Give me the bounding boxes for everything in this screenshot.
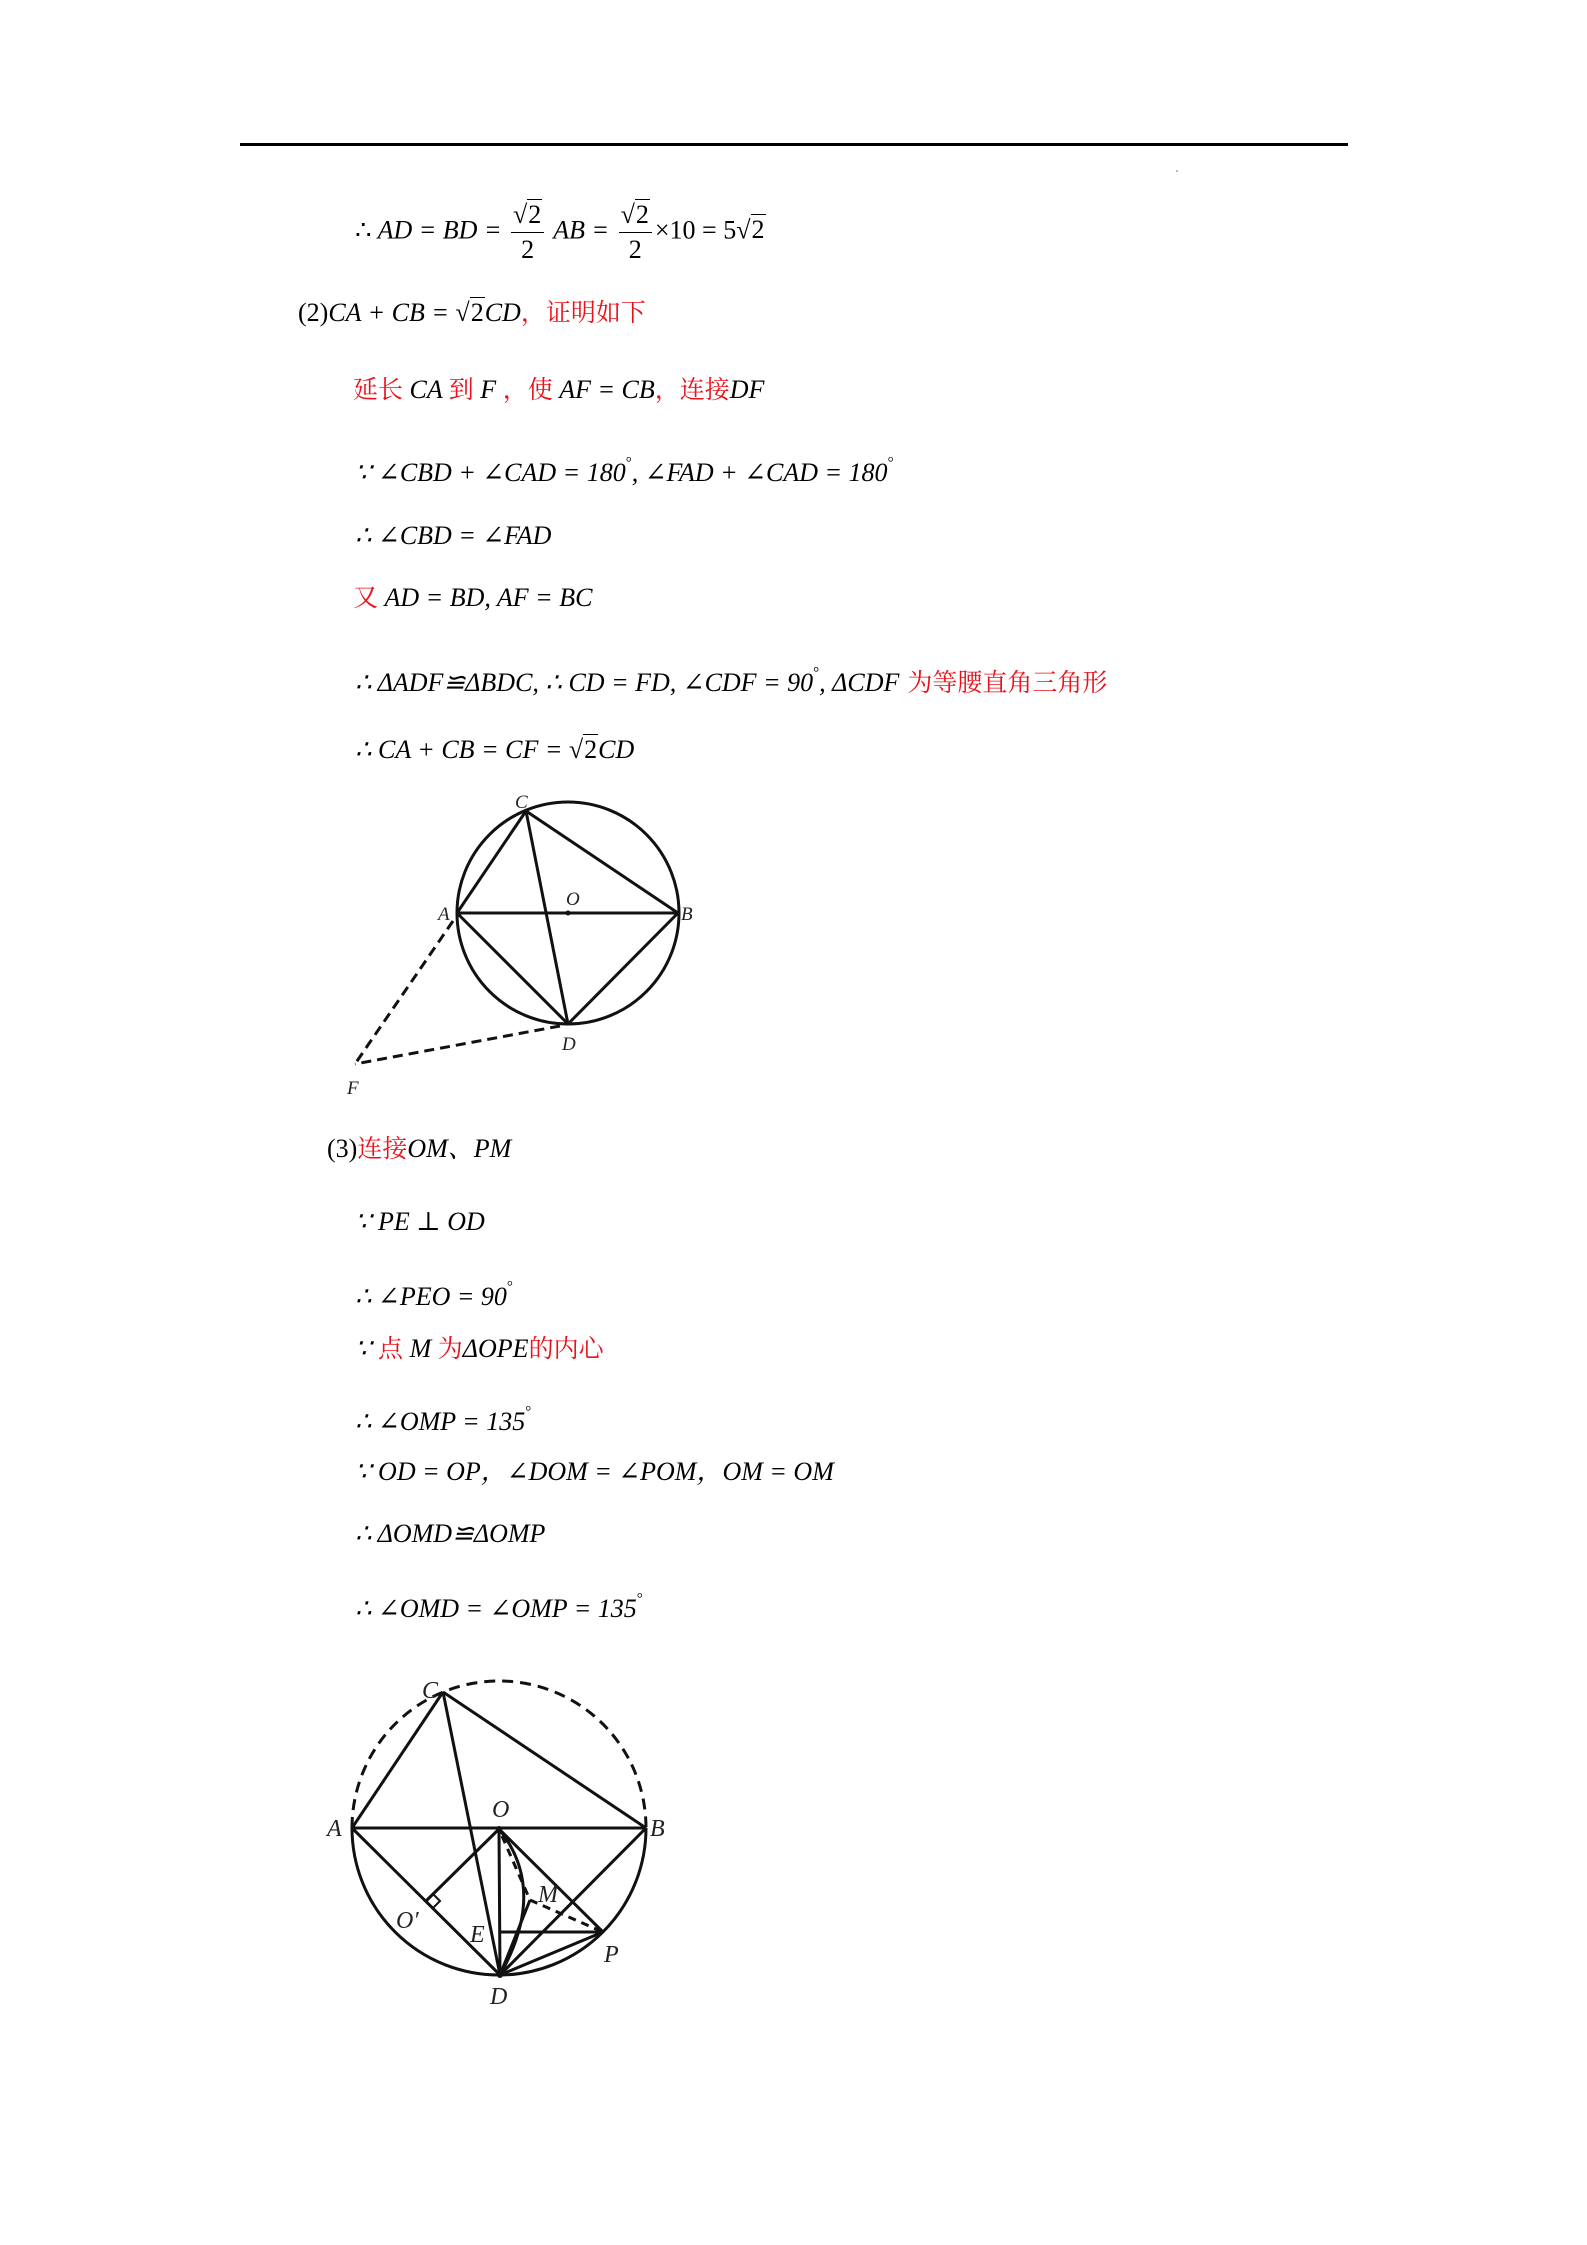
part2-step-result: ∴ CA + CB = CF = √2CD: [355, 735, 635, 764]
label-f: F: [347, 1078, 359, 1099]
label-b: B: [650, 1816, 665, 1842]
segment-cb: [526, 811, 678, 913]
point-o: [566, 911, 571, 916]
segment-op: [499, 1829, 603, 1932]
segment-ad: [457, 913, 568, 1024]
part2-step-sides-equal: 又 AD = BD, AF = BC: [353, 583, 593, 612]
part2-step-extend: 延长 CA 到 F ，使 AF = CB，连接DF: [353, 375, 765, 404]
part2-heading: (2)CA + CB = √2CD，证明如下: [298, 298, 646, 327]
label-c: C: [515, 792, 528, 813]
part3-step-congruent: ∴ ΔOMD≌ΔOMP: [355, 1519, 546, 1548]
segment-af-dashed: [355, 921, 453, 1064]
sqrt-2: √2: [736, 215, 765, 245]
label-o: O: [492, 1797, 510, 1823]
part3-step-angle-omp: ∴ ∠OMP = 135°: [355, 1404, 532, 1436]
label-d: D: [562, 1034, 576, 1055]
point-o: [496, 1826, 502, 1832]
point-d: [497, 1972, 503, 1978]
label-c: C: [422, 1678, 439, 1704]
label-e: E: [470, 1922, 485, 1948]
segment-oo-prime: [426, 1829, 499, 1901]
figure-2-incenter-diagram: [0, 1640, 1587, 2040]
segment-cd: [526, 811, 568, 1024]
fraction-sqrt2-over-2: $\frac{√2}{2}$: [511, 200, 544, 265]
part2-step-angles-sum: ∵ ∠CBD + ∠CAD = 180°, ∠FAD + ∠CAD = 180°: [355, 455, 894, 487]
label-p: P: [604, 1942, 619, 1968]
part1-conclusion: ∴ AD = BD = $\frac{√2}{2}$ AB = $\frac{√2}{2}$ ×10 = 5√2: [355, 200, 765, 264]
label-b: B: [681, 904, 693, 925]
label-d: D: [490, 1984, 508, 2010]
part3-step-sas: ∵ OD = OP，∠DOM = ∠POM，OM = OM: [355, 1457, 834, 1486]
label-a: A: [438, 904, 450, 925]
part3-step-incenter: ∵ 点 M 为ΔOPE的内心: [355, 1334, 604, 1363]
segment-od: [499, 1829, 500, 1975]
segment-ac: [352, 1692, 443, 1828]
label-a: A: [327, 1816, 342, 1842]
label-m: M: [538, 1882, 558, 1908]
part3-step-right-angle: ∴ ∠PEO = 90°: [355, 1279, 513, 1311]
part2-step-congruent: ∴ ΔADF≌ΔBDC, ∴ CD = FD, ∠CDF = 90°, ΔCDF 为等腰直角三角形: [355, 665, 1108, 697]
part2-step-angles-equal: ∴ ∠CBD = ∠FAD: [355, 521, 552, 550]
part3-step-result: ∴ ∠OMD = ∠OMP = 135°: [355, 1591, 643, 1623]
label-o: O: [566, 889, 580, 910]
label-o-prime: O′: [396, 1908, 419, 1934]
segment-df-dashed: [355, 1026, 560, 1064]
figure-1-circle-diagram: [0, 0, 1587, 1120]
part3-step-perpendicular: ∵ PE ⊥ OD: [355, 1207, 485, 1236]
segment-cb: [443, 1692, 646, 1828]
segment-bd: [568, 913, 678, 1024]
part3-heading: (3)连接OM、PM: [327, 1134, 512, 1163]
fraction-sqrt2-over-2: $\frac{√2}{2}$: [619, 200, 652, 265]
segment-ac: [457, 811, 526, 913]
